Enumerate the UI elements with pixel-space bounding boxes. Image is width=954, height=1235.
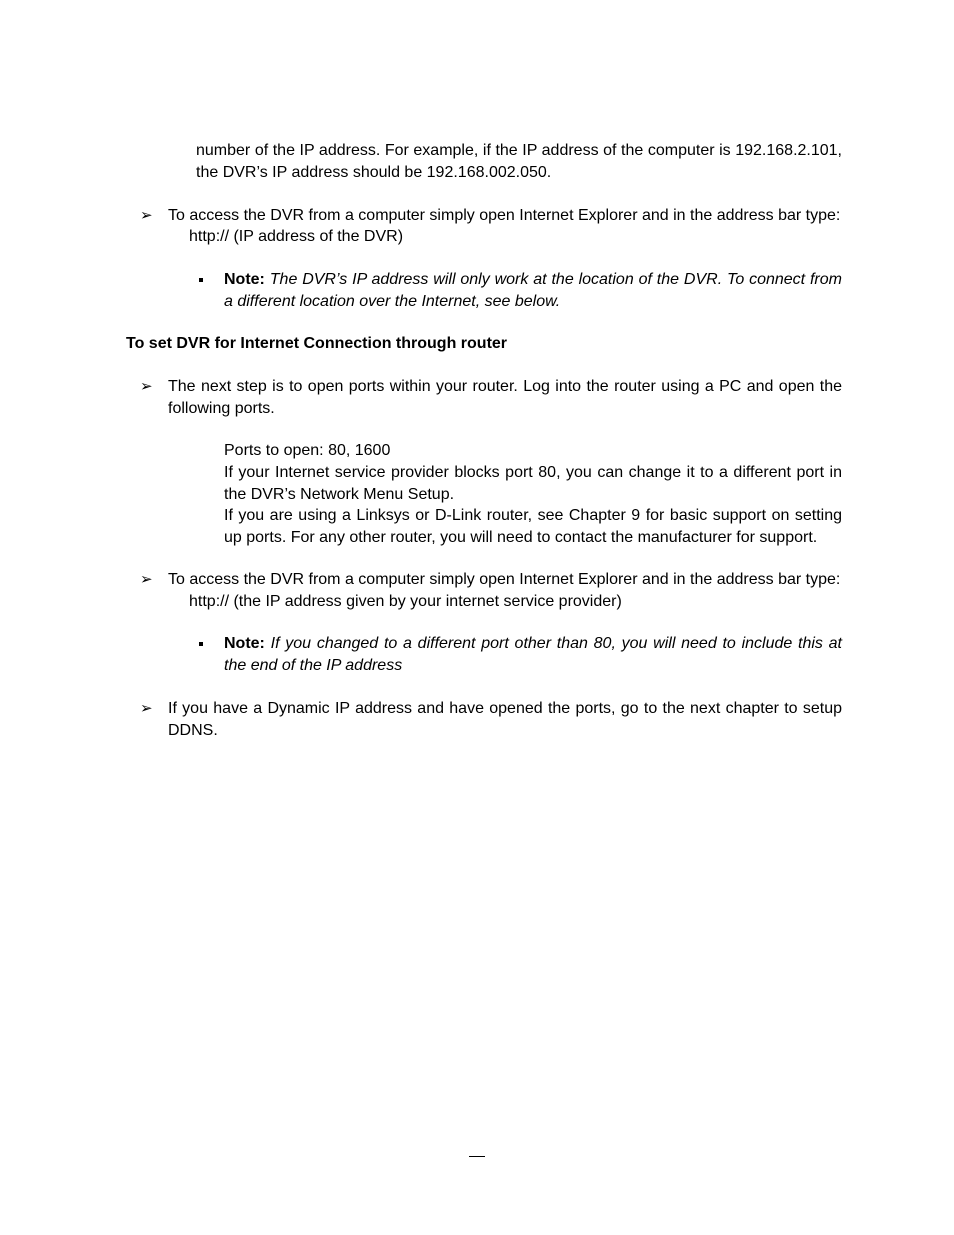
note-remote [224, 633, 842, 676]
square-bullet-icon [199, 278, 203, 282]
access-local-text: To access the DVR from a computer simply open Internet Explorer and in the address bar type: [168, 207, 841, 224]
access-local-url: http:// (IP address of the DVR) [189, 228, 404, 245]
intro-paragraph: number of the IP address. For example, if the IP address of the computer is 192.168.2.101, the DVR’s IP address should be 192.168.002.050. [196, 142, 842, 181]
square-bullet-icon [199, 642, 203, 646]
note-remote-label: Note: [224, 635, 265, 652]
ports-step-text: The next step is to open ports within your router. Log into the router using a PC and open the following ports. [168, 378, 842, 417]
note-local [224, 269, 842, 312]
arrow-bullet-icon: ➢ [140, 571, 153, 588]
note-remote-text: If you changed to a different port other than 80, you will need to include this at the end of the IP address [224, 635, 842, 674]
access-remote-url: http:// (the IP address given by your internet service provider) [189, 593, 622, 610]
ddns-step-text: If you have a Dynamic IP address and have opened the ports, go to the next chapter to setup DDNS. [168, 700, 842, 739]
router-support-text: If you are using a Linksys or D-Link router, see Chapter 9 for basic support on setting up ports. For any other router, you will need to contact the manufacturer for support. [224, 507, 842, 546]
note-local-label: Note: [224, 271, 265, 288]
arrow-bullet-icon: ➢ [140, 207, 153, 224]
access-remote-text: To access the DVR from a computer simply open Internet Explorer and in the address bar type: [168, 571, 841, 588]
arrow-bullet-icon: ➢ [140, 700, 153, 717]
page-number-rule [469, 1156, 485, 1157]
section-heading: To set DVR for Internet Connection through router [126, 335, 508, 352]
note-local-text: The DVR’s IP address will only work at the location of the DVR. To connect from a different location over the Internet, see below. [224, 271, 842, 310]
arrow-bullet-icon: ➢ [140, 378, 153, 395]
isp-port-text: If your Internet service provider blocks port 80, you can change it to a different port in the DVR’s Network Menu Setup. [224, 464, 842, 503]
ports-to-open: Ports to open: 80, 1600 [224, 442, 391, 459]
